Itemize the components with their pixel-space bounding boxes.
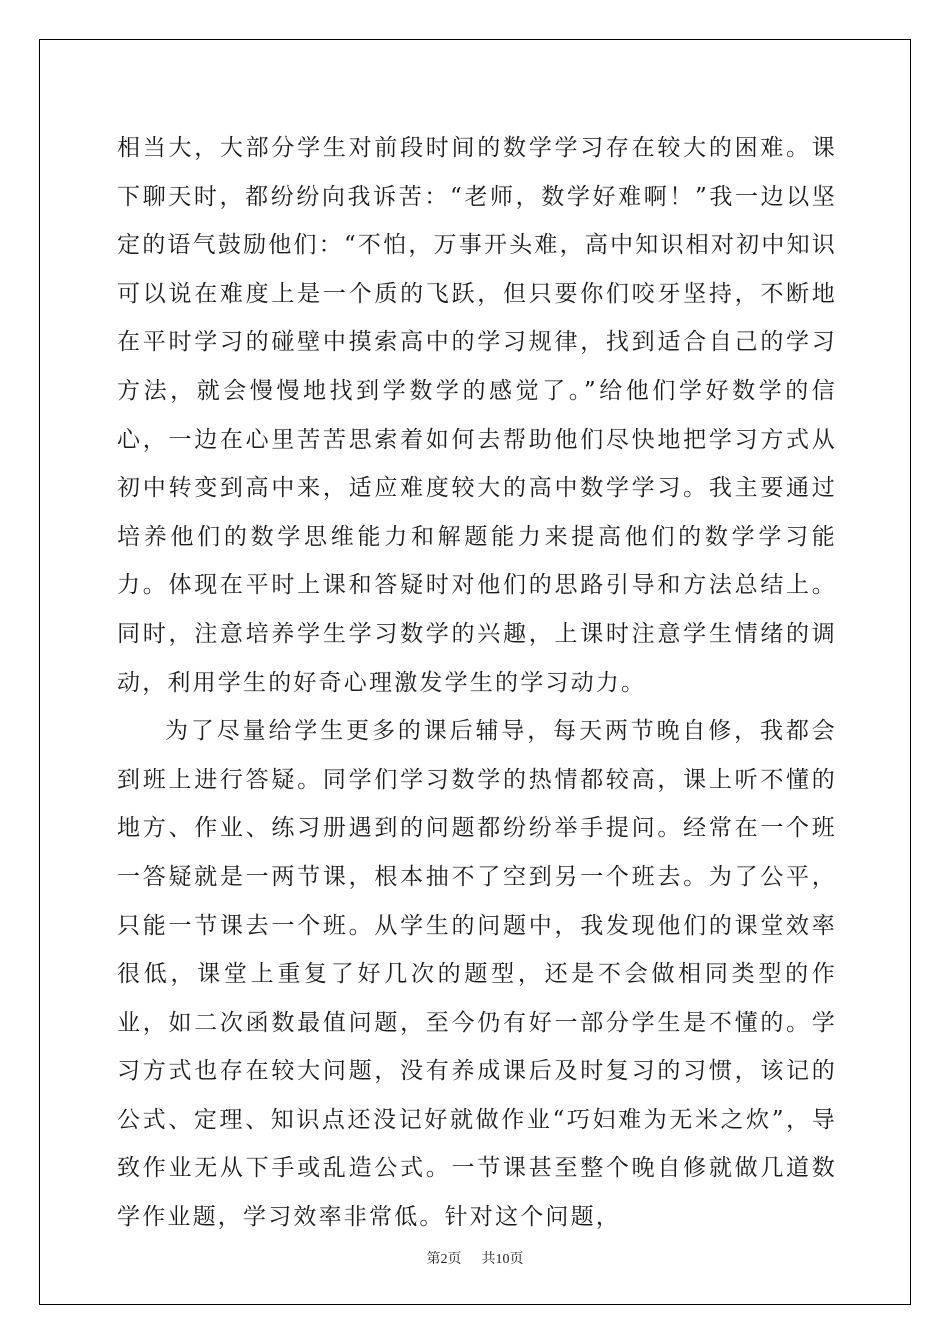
document-body [117, 124, 837, 1242]
paragraph-2: 为了尽量给学生更多的课后辅导，每天两节晚自修，我都会到班上进行答疑。同学们学习数学的热情都较高，课上听不懂的地方、作业、练习册遇到的问题都纷纷举手提问。经常在一个班一答疑就是一两节课，根本抽不了空到另一个班去。为了公平，只能一节课去一个班。从学生的问题中，我发现他们的课堂效率很低，课堂上重复了好几次的题型，还是不会做相同类型的作业，如二次函数最值问题，至今仍有好一部分学生是不懂的。学习方式也存在较大问题，没有养成课后及时复习的习惯，该记的公式、定理、知识点还没记好就做作业“巧妇难为无米之炊”，导致作业无从下手或乱造公式。一节课甚至整个晚自修就做几道数学作业题，学习效率非常低。针对这个问题， [117, 718, 837, 1231]
page-total: 共10页 [481, 1252, 524, 1267]
paragraph-1: 相当大，大部分学生对前段时间的数学学习存在较大的困难。课下聊天时，都纷纷向我诉苦：“老师，数学好难啊！”我一边以坚定的语气鼓励他们：“不怕，万事开头难，高中知识相对初中知识可以说在难度上是一个质的飞跃，但只要你们咬牙坚持，不断地在平时学习的碰壁中摸索高中的学习规律，找到适合自己的学习方法，就会慢慢地找到学数学的感觉了。”给他们学好数学的信心，一边在心里苦苦思索着如何去帮助他们尽快地把学习方式从初中转变到高中来，适应难度较大的高中数学学习。我主要通过培养他们的数学思维能力和解题能力来提高他们的数学学习能力。体现在平时上课和答疑时对他们的思路引导和方法总结上。同时，注意培养学生学习数学的兴趣，上课时注意学生情绪的调动，利用学生的好奇心理激发学生的学习动力。 [117, 135, 837, 696]
page-number: 第2页 [426, 1252, 462, 1267]
page-footer [0, 1248, 950, 1268]
